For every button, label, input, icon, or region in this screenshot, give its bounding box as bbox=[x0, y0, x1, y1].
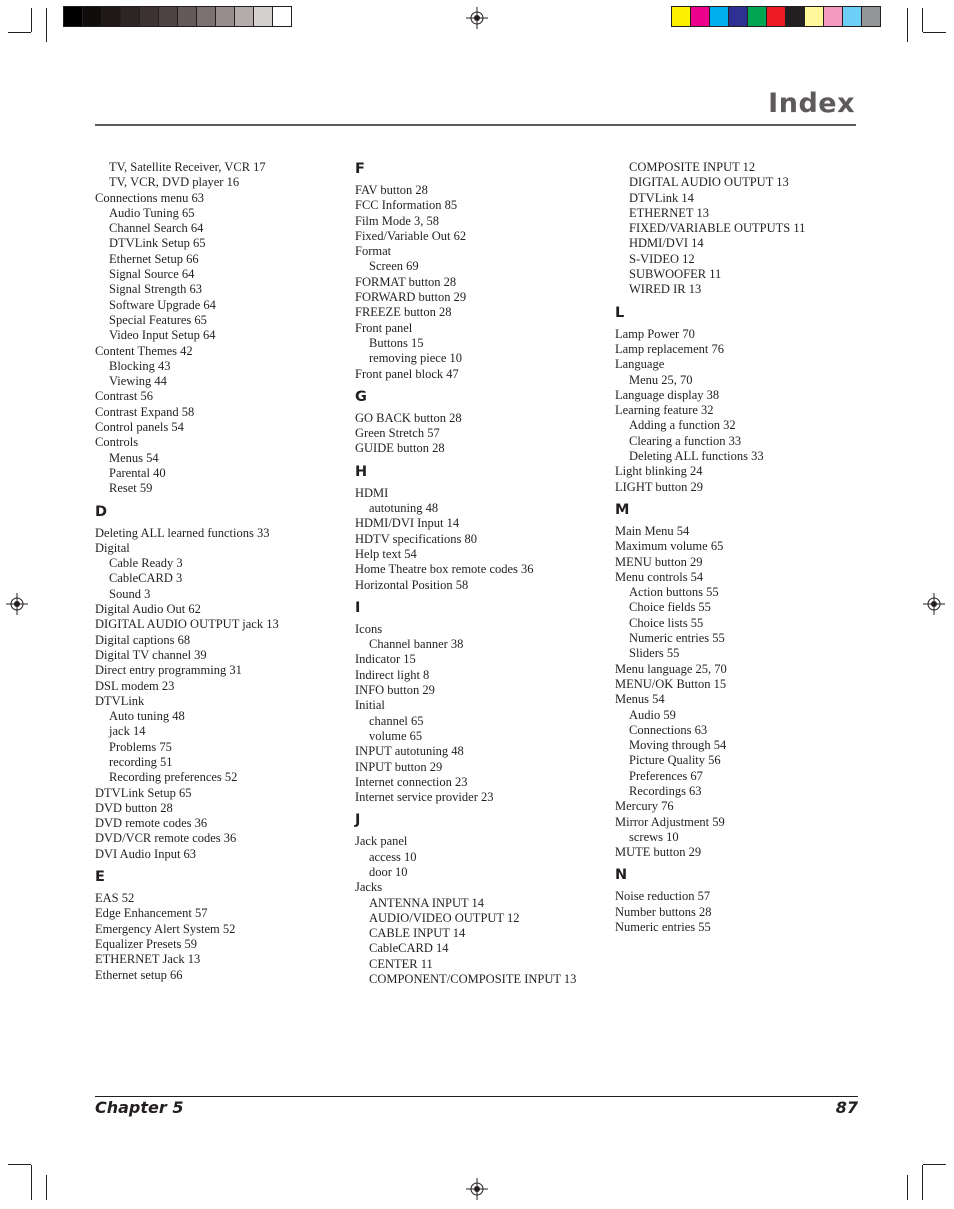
index-subentry: Video Input Setup 64 bbox=[109, 328, 216, 343]
index-entry: EAS 52 bbox=[95, 891, 135, 906]
index-subentry: Recordings 63 bbox=[629, 783, 702, 798]
index-subentry: Sound 3 bbox=[109, 586, 151, 601]
index-subentry: Problems 75 bbox=[109, 739, 172, 754]
index-subentry: CableCARD 14 bbox=[369, 941, 449, 956]
index-entry: DTVLink bbox=[95, 693, 145, 708]
color-swatch bbox=[729, 7, 748, 26]
index-entry: Light blinking 24 bbox=[615, 464, 703, 479]
index-entry: Digital bbox=[95, 540, 130, 555]
page-number: 87 bbox=[835, 1098, 858, 1117]
index-subentry: ETHERNET 13 bbox=[629, 205, 709, 220]
index-column-2 bbox=[355, 160, 605, 987]
index-entry: Control panels 54 bbox=[95, 420, 184, 435]
index-entry: Number buttons 28 bbox=[615, 904, 712, 919]
index-subentry: Adding a function 32 bbox=[629, 418, 736, 433]
index-entry: DVD button 28 bbox=[95, 800, 173, 815]
index-entry: Deleting ALL learned functions 33 bbox=[95, 525, 270, 540]
section-letter: H bbox=[355, 463, 368, 480]
index-entry: Direct entry programming 31 bbox=[95, 663, 242, 678]
index-subentry: CENTER 11 bbox=[369, 956, 433, 971]
index-entry: Jacks bbox=[355, 880, 383, 895]
index-entry: Indirect light 8 bbox=[355, 667, 430, 682]
index-subentry: DIGITAL AUDIO OUTPUT 13 bbox=[629, 175, 789, 190]
index-subentry: Choice fields 55 bbox=[629, 600, 711, 615]
index-subentry: Screen 69 bbox=[369, 259, 419, 274]
index-entry: Home Theatre box remote codes 36 bbox=[355, 562, 534, 577]
index-subentry: Connections 63 bbox=[629, 722, 708, 737]
index-subentry: Blocking 43 bbox=[109, 358, 171, 373]
index-entry: MENU button 29 bbox=[615, 554, 703, 569]
index-subentry: Reset 59 bbox=[109, 481, 153, 496]
index-entry: Internet service provider 23 bbox=[355, 790, 494, 805]
color-swatch bbox=[83, 7, 102, 26]
index-entry: Ethernet setup 66 bbox=[95, 967, 183, 982]
index-subentry: DTVLink 14 bbox=[629, 190, 694, 205]
index-entry: DVI Audio Input 63 bbox=[95, 846, 197, 861]
index-subentry: access 10 bbox=[369, 849, 417, 864]
index-subentry: recording 51 bbox=[109, 754, 173, 769]
index-entry: HDTV specifications 80 bbox=[355, 531, 477, 546]
color-swatch bbox=[178, 7, 197, 26]
color-swatch bbox=[672, 7, 691, 26]
index-subentry: TV, VCR, DVD player 16 bbox=[109, 175, 240, 190]
index-subentry: channel 65 bbox=[369, 713, 424, 728]
index-column-3 bbox=[615, 160, 865, 935]
index-subentry: Auto tuning 48 bbox=[109, 709, 185, 724]
index-subentry: CABLE INPUT 14 bbox=[369, 926, 466, 941]
index-subentry: Picture Quality 56 bbox=[629, 753, 721, 768]
footer-rule bbox=[95, 1096, 858, 1097]
index-entry: Mirror Adjustment 59 bbox=[615, 814, 725, 829]
index-subentry: Menus 54 bbox=[109, 450, 159, 465]
color-swatch bbox=[862, 7, 880, 26]
color-swatch bbox=[710, 7, 729, 26]
index-entry: Emergency Alert System 52 bbox=[95, 921, 236, 936]
index-subentry: Signal Source 64 bbox=[109, 267, 195, 282]
index-column-1 bbox=[95, 160, 345, 983]
index-entry: Language display 38 bbox=[615, 387, 720, 402]
index-subentry: autotuning 48 bbox=[369, 501, 439, 516]
index-entry: Learning feature 32 bbox=[615, 403, 714, 418]
color-swatch bbox=[121, 7, 140, 26]
registration-target-icon bbox=[466, 1178, 488, 1200]
index-subentry: Cable Ready 3 bbox=[109, 556, 183, 571]
index-subentry: Numeric entries 55 bbox=[629, 631, 725, 646]
index-subentry: door 10 bbox=[369, 864, 408, 879]
section-letter: F bbox=[355, 161, 365, 177]
index-entry: INPUT autotuning 48 bbox=[355, 744, 464, 759]
index-subentry: TV, Satellite Receiver, VCR 17 bbox=[109, 160, 266, 174]
index-subentry: DTVLink Setup 65 bbox=[109, 236, 206, 251]
index-subentry: Buttons 15 bbox=[369, 335, 424, 350]
index-subentry: Audio Tuning 65 bbox=[109, 205, 195, 220]
index-subentry: Clearing a function 33 bbox=[629, 433, 742, 448]
index-subentry: WIRED IR 13 bbox=[629, 282, 702, 297]
index-entry: Internet connection 23 bbox=[355, 774, 468, 789]
index-entry: INPUT button 29 bbox=[355, 759, 443, 774]
index-subentry: S-VIDEO 12 bbox=[629, 251, 695, 266]
index-entry: MUTE button 29 bbox=[615, 845, 702, 860]
index-entry: LIGHT button 29 bbox=[615, 479, 703, 494]
header-rule bbox=[95, 124, 856, 126]
index-subentry: jack 14 bbox=[109, 724, 146, 739]
section-letter: J bbox=[355, 812, 361, 829]
chapter-label: Chapter 5 bbox=[95, 1098, 184, 1117]
color-swatch bbox=[273, 7, 291, 26]
index-entry: Lamp Power 70 bbox=[615, 326, 695, 341]
index-subentry: Channel banner 38 bbox=[369, 637, 464, 652]
index-subentry: ANTENNA INPUT 14 bbox=[369, 895, 485, 910]
index-entry: HDMI bbox=[355, 485, 389, 500]
index-subentry: Ethernet Setup 66 bbox=[109, 251, 199, 266]
index-entry: GUIDE button 28 bbox=[355, 441, 445, 456]
color-swatch bbox=[235, 7, 254, 26]
index-entry: Contrast Expand 58 bbox=[95, 404, 195, 419]
index-subentry: COMPONENT/COMPOSITE INPUT 13 bbox=[369, 972, 577, 987]
index-entry: Initial bbox=[355, 698, 385, 713]
index-entry: Digital Audio Out 62 bbox=[95, 602, 201, 617]
index-entry: Digital captions 68 bbox=[95, 632, 191, 647]
index-entry: Language bbox=[615, 357, 665, 372]
index-subentry: Audio 59 bbox=[629, 707, 676, 722]
index-entry: Format bbox=[355, 244, 392, 259]
index-entry: Help text 54 bbox=[355, 546, 417, 561]
color-swatch bbox=[254, 7, 273, 26]
index-entry: Digital TV channel 39 bbox=[95, 647, 207, 662]
color-swatch bbox=[748, 7, 767, 26]
index-subentry: CableCARD 3 bbox=[109, 571, 183, 586]
index-subentry: COMPOSITE INPUT 12 bbox=[629, 160, 756, 174]
index-entry: DSL modem 23 bbox=[95, 678, 175, 693]
index-entry: MENU/OK Button 15 bbox=[615, 676, 727, 691]
grayscale-color-bar bbox=[63, 6, 292, 27]
index-subentry: screws 10 bbox=[629, 829, 679, 844]
index-entry: Numeric entries 55 bbox=[615, 920, 711, 935]
color-swatch bbox=[843, 7, 862, 26]
index-entry: Edge Enhancement 57 bbox=[95, 906, 208, 921]
index-entry: Controls bbox=[95, 435, 139, 450]
index-subentry: AUDIO/VIDEO OUTPUT 12 bbox=[369, 910, 520, 925]
registration-target-icon bbox=[923, 593, 945, 615]
index-entry: Film Mode 3, 58 bbox=[355, 213, 440, 228]
index-subentry: Special Features 65 bbox=[109, 312, 207, 327]
color-swatch bbox=[140, 7, 159, 26]
index-subentry: Viewing 44 bbox=[109, 374, 167, 389]
color-swatch bbox=[102, 7, 121, 26]
index-entry: Jack panel bbox=[355, 834, 408, 849]
index-subentry: volume 65 bbox=[369, 728, 423, 743]
index-subentry: Moving through 54 bbox=[629, 738, 727, 753]
color-swatch bbox=[159, 7, 178, 26]
section-letter: D bbox=[95, 503, 108, 520]
section-letter: G bbox=[355, 388, 367, 405]
color-swatch bbox=[786, 7, 805, 26]
index-entry: Front panel bbox=[355, 320, 413, 335]
index-subentry: Deleting ALL functions 33 bbox=[629, 449, 764, 464]
index-entry: Maximum volume 65 bbox=[615, 539, 724, 554]
index-entry: DVD/VCR remote codes 36 bbox=[95, 831, 237, 846]
index-entry: Connections menu 63 bbox=[95, 190, 205, 205]
index-entry: FREEZE button 28 bbox=[355, 305, 452, 320]
index-entry: FORWARD button 29 bbox=[355, 290, 467, 305]
index-entry: FAV button 28 bbox=[355, 183, 428, 197]
color-swatch bbox=[805, 7, 824, 26]
index-entry: Menus 54 bbox=[615, 692, 665, 707]
index-entry: Main Menu 54 bbox=[615, 523, 690, 538]
color-swatch bbox=[197, 7, 216, 26]
index-entry: DTVLink Setup 65 bbox=[95, 785, 192, 800]
index-subentry: FIXED/VARIABLE OUTPUTS 11 bbox=[629, 221, 806, 236]
index-subentry: Parental 40 bbox=[109, 465, 166, 480]
index-entry: Content Themes 42 bbox=[95, 343, 193, 358]
registration-target-icon bbox=[6, 593, 28, 615]
color-swatch bbox=[216, 7, 235, 26]
color-swatch bbox=[824, 7, 843, 26]
index-subentry: Menu 25, 70 bbox=[629, 372, 693, 387]
index-entry: Indicator 15 bbox=[355, 652, 416, 667]
index-entry: Noise reduction 57 bbox=[615, 889, 711, 904]
index-subentry: SUBWOOFER 11 bbox=[629, 267, 722, 282]
section-letter: N bbox=[615, 867, 628, 884]
index-subentry: Choice lists 55 bbox=[629, 615, 704, 630]
index-subentry: removing piece 10 bbox=[369, 351, 463, 366]
index-entry: Equalizer Presets 59 bbox=[95, 936, 198, 951]
page-title: Index bbox=[768, 88, 855, 119]
index-entry: DVD remote codes 36 bbox=[95, 816, 208, 831]
process-color-bar bbox=[671, 6, 881, 27]
index-entry: Menu language 25, 70 bbox=[615, 661, 727, 676]
color-swatch bbox=[767, 7, 786, 26]
registration-target-icon bbox=[466, 7, 488, 29]
index-entry: FCC Information 85 bbox=[355, 198, 458, 213]
index-entry: Front panel block 47 bbox=[355, 366, 459, 381]
index-subentry: Preferences 67 bbox=[629, 768, 703, 783]
index-subentry: Channel Search 64 bbox=[109, 221, 204, 236]
index-entry: INFO button 29 bbox=[355, 683, 435, 698]
section-letter: I bbox=[355, 599, 361, 616]
section-letter: L bbox=[615, 304, 625, 321]
index-entry: Horizontal Position 58 bbox=[355, 577, 469, 592]
index-entry: Green Stretch 57 bbox=[355, 426, 440, 441]
index-entry: HDMI/DVI Input 14 bbox=[355, 516, 460, 531]
index-subentry: Software Upgrade 64 bbox=[109, 297, 216, 312]
index-entry: Contrast 56 bbox=[95, 389, 153, 404]
section-letter: M bbox=[615, 501, 630, 518]
section-letter: E bbox=[95, 869, 105, 886]
index-entry: FORMAT button 28 bbox=[355, 274, 457, 289]
index-subentry: Sliders 55 bbox=[629, 646, 680, 661]
index-entry: Icons bbox=[355, 621, 383, 636]
index-entry: Fixed/Variable Out 62 bbox=[355, 228, 467, 243]
index-entry: Lamp replacement 76 bbox=[615, 341, 724, 356]
index-subentry: Recording preferences 52 bbox=[109, 770, 238, 785]
index-entry: Mercury 76 bbox=[615, 799, 674, 814]
index-subentry: Signal Strength 63 bbox=[109, 282, 203, 297]
color-swatch bbox=[64, 7, 83, 26]
index-entry: Menu controls 54 bbox=[615, 569, 704, 584]
index-entry: GO BACK button 28 bbox=[355, 410, 462, 425]
index-entry: DIGITAL AUDIO OUTPUT jack 13 bbox=[95, 617, 279, 632]
index-subentry: Action buttons 55 bbox=[629, 585, 719, 600]
color-swatch bbox=[691, 7, 710, 26]
index-entry: ETHERNET Jack 13 bbox=[95, 952, 201, 967]
index-subentry: HDMI/DVI 14 bbox=[629, 236, 704, 251]
